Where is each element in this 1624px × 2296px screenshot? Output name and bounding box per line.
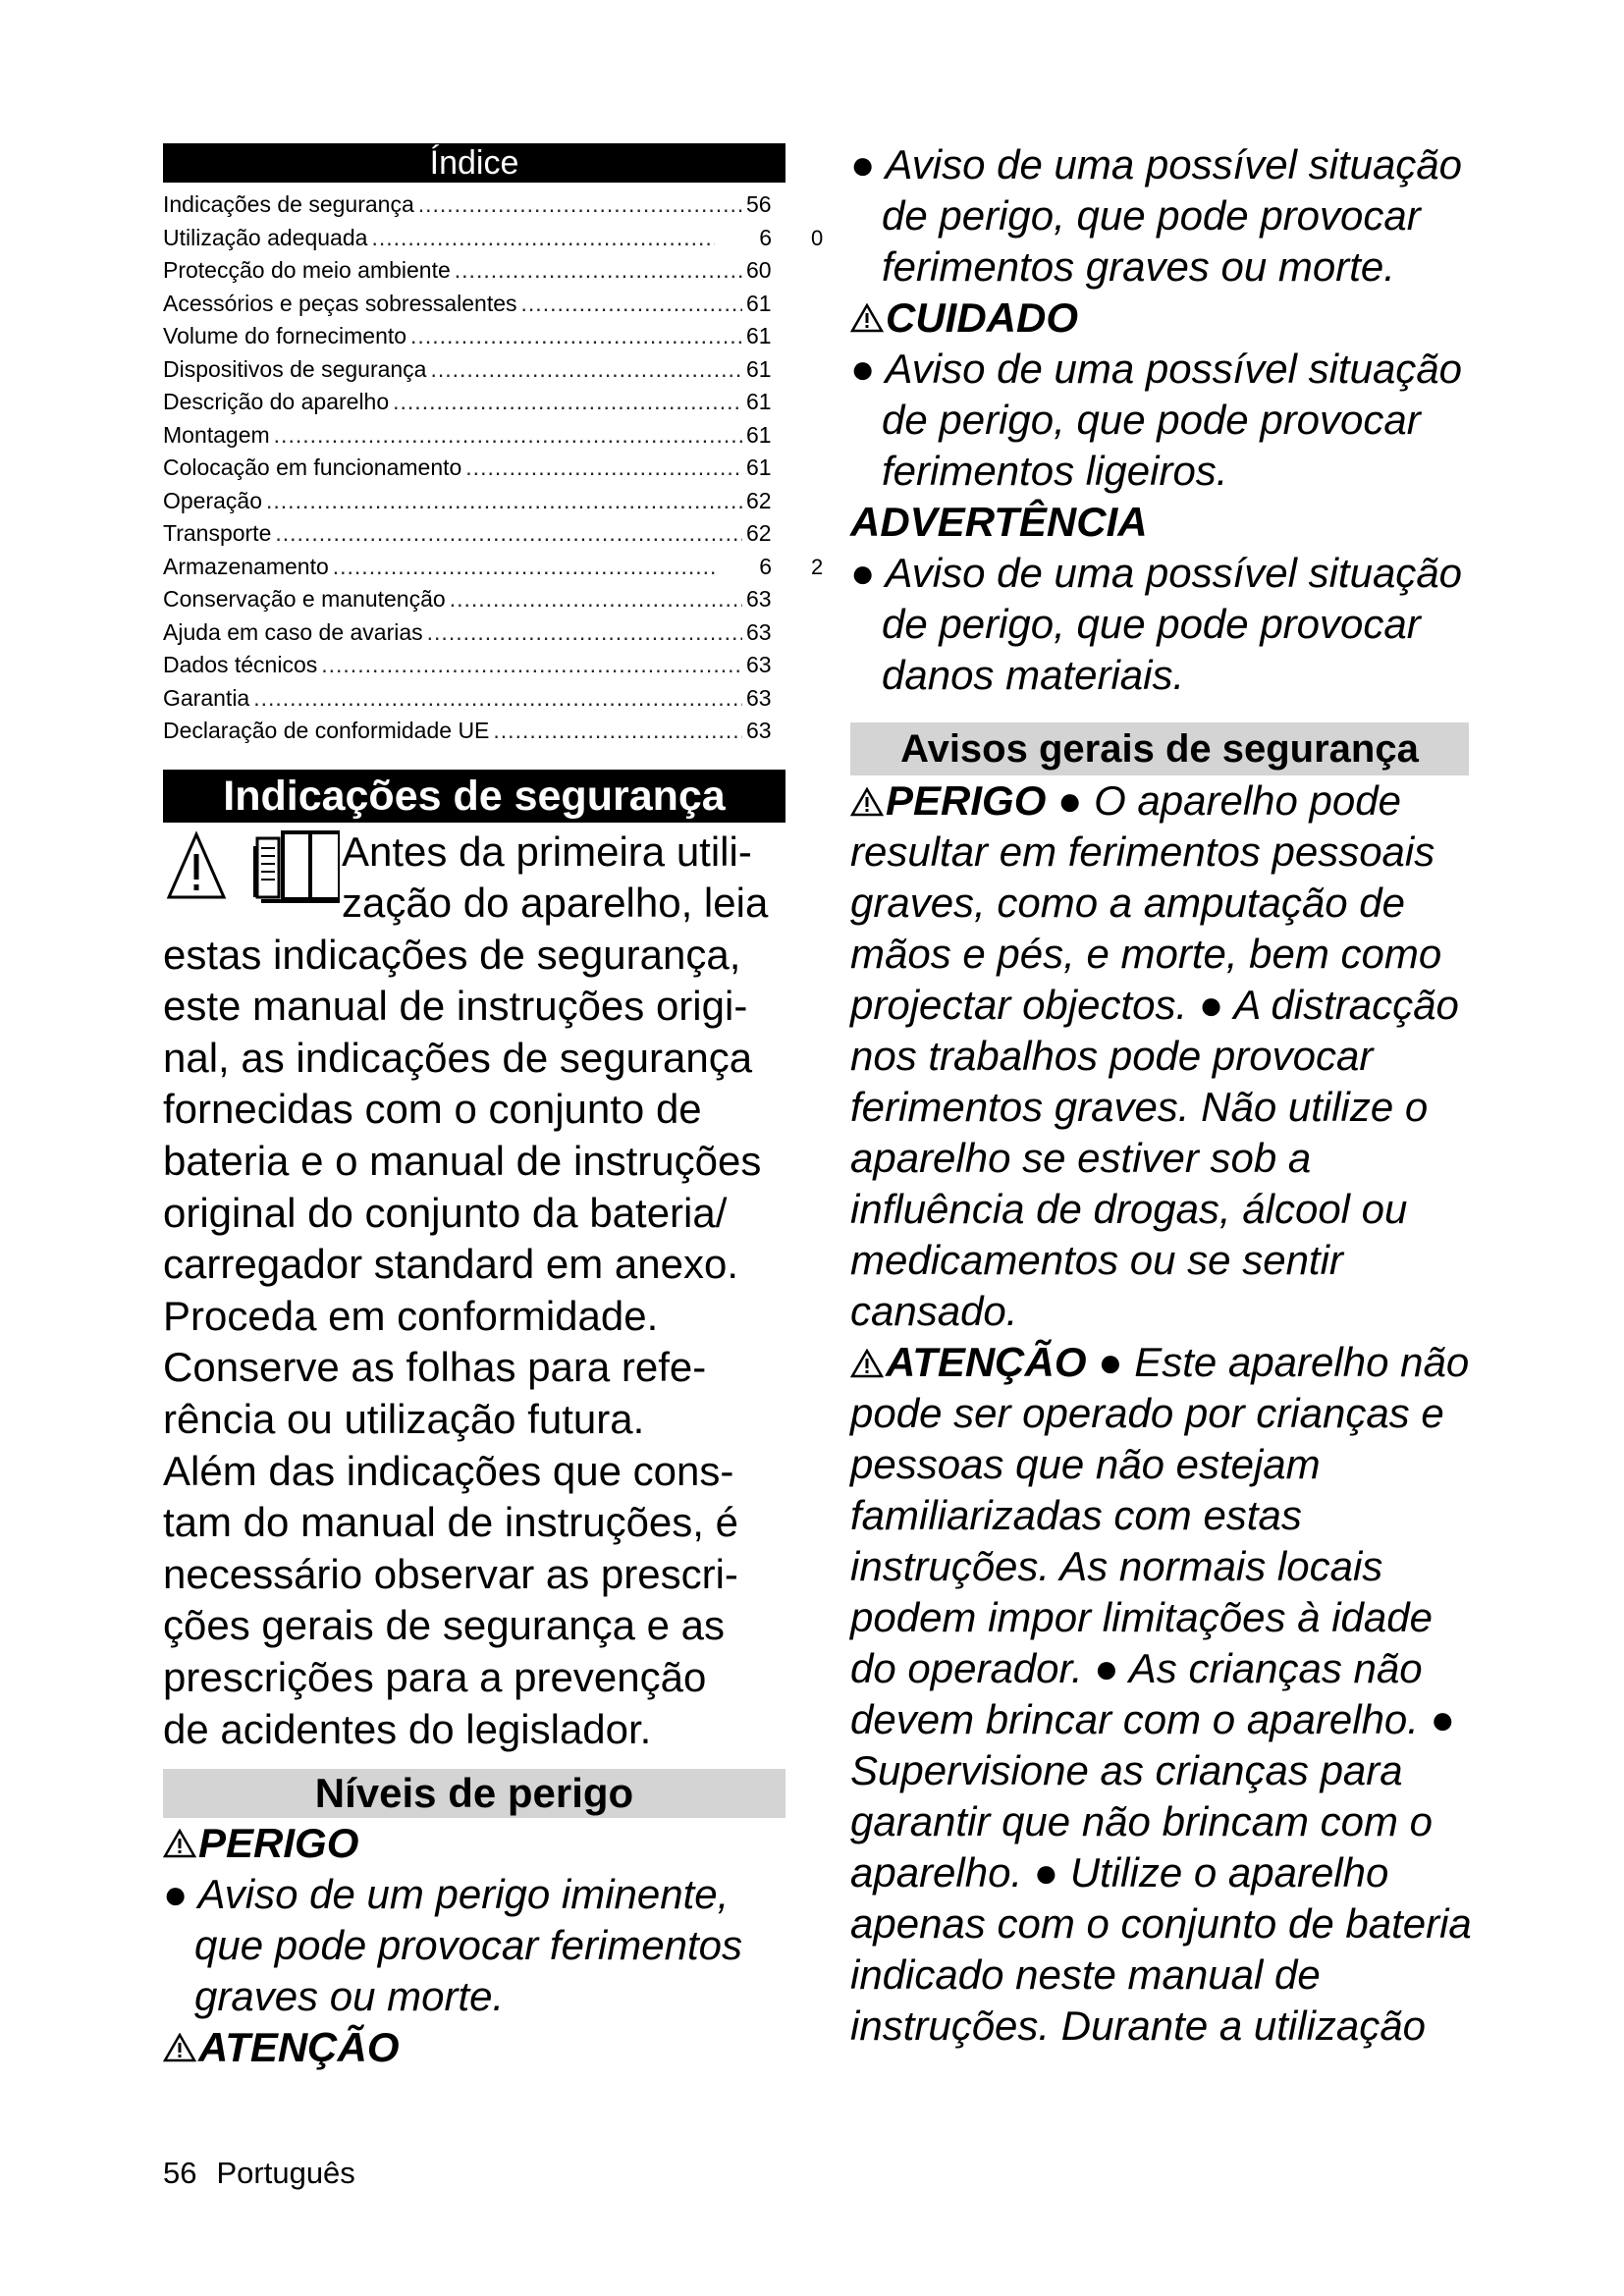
warning-and-manual-icon — [167, 827, 340, 923]
toc-entry — [163, 649, 785, 682]
perigo-label-text: PERIGO — [198, 1820, 359, 1867]
toc-entry-page: 62 — [746, 487, 772, 513]
warning-icon — [850, 787, 884, 817]
toc-stray-digit: 2 — [811, 554, 824, 579]
safety-intro-line: nal, as indicações de segurança — [163, 1034, 753, 1081]
atencao-label — [163, 2022, 785, 2073]
toc-entry-page: 61 — [746, 290, 772, 316]
safety-intro-line: ções gerais de segurança e as — [163, 1602, 726, 1649]
toc-leader-dots — [321, 649, 742, 682]
toc-entry-page: 60 — [746, 257, 772, 283]
safety-intro-text — [163, 827, 785, 1756]
perigo-label — [163, 1818, 785, 1869]
warning-icon — [163, 2033, 196, 2062]
toc-entry-page: 61 — [746, 454, 772, 480]
warning-icon — [163, 1829, 196, 1858]
toc-entry-page: 63 — [746, 618, 772, 645]
toc-entry-title: Montagem — [163, 421, 270, 448]
general-atencao-text: ● Este aparelho não pode ser operado por crianças e pessoas que não estejam familiarizadas com estas instruções. As normais locais podem impor limitações à idade do operador. ● As crianças não devem brincar com o aparelho. ● Supervisione as crianças para garantir que não brincam com o aparelho. ● Utilize o aparelho apenas com o conjunto de bateria indicado neste manual de instruções. Durante a utilização — [850, 1339, 1472, 2049]
toc-entry — [163, 682, 785, 716]
toc-leader-dots — [410, 320, 742, 353]
toc-entry-page: 61 — [746, 389, 772, 414]
toc-entry — [163, 551, 824, 584]
safety-intro — [163, 827, 785, 1756]
advertencia-label — [850, 497, 1479, 548]
toc-entry — [163, 452, 785, 485]
toc-entry-title: Dispositivos de segurança — [163, 355, 427, 382]
safety-section-header: Indicações de segurança — [163, 770, 785, 823]
toc-entry-title: Garantia — [163, 684, 250, 711]
toc-leader-dots — [333, 551, 715, 584]
toc-entry — [163, 715, 785, 748]
toc-entry — [163, 583, 785, 616]
cuidado-label-text: CUIDADO — [886, 294, 1078, 341]
toc-leader-dots — [427, 616, 742, 650]
safety-intro-line: fornecidas com o conjunto de — [163, 1086, 702, 1133]
toc-header: Índice — [163, 143, 785, 183]
toc-leader-dots — [253, 682, 742, 716]
toc-entry — [163, 419, 785, 453]
safety-intro-line: rência ou utilização futura. — [163, 1396, 645, 1443]
toc-entry-title: Conservação e manutenção — [163, 586, 446, 612]
toc-entry-page: 6 — [759, 553, 772, 579]
toc-entry-page: 61 — [746, 323, 772, 348]
toc-entry-page: 56 — [746, 191, 772, 217]
toc-entry-title: Transporte — [163, 520, 272, 546]
cuidado-label — [850, 293, 1479, 344]
toc-stray-digit: 0 — [811, 225, 824, 250]
toc-entry — [163, 320, 785, 353]
toc-entry-title: Volume do fornecimento — [163, 323, 407, 348]
toc-entry-title: Acessórios e peças sobressalentes — [163, 290, 517, 316]
safety-intro-line: Além das indicações que cons- — [163, 1447, 734, 1494]
toc-entry-title: Indicações de segurança — [163, 191, 414, 217]
toc-entry — [163, 517, 785, 551]
general-atencao-label: ATENÇÃO — [886, 1339, 1087, 1385]
warning-icon — [850, 1349, 884, 1378]
safety-intro-line: este manual de instruções origi- — [163, 983, 748, 1030]
safety-intro-line: Conserve as folhas para refe- — [163, 1344, 707, 1391]
toc-entry-title: Operação — [163, 487, 263, 513]
toc-entry-title: Protecção do meio ambiente — [163, 257, 451, 283]
safety-intro-line: prescrições para a prevenção — [163, 1654, 707, 1700]
toc-entry-title: Utilização adequada — [163, 224, 368, 250]
general-safety-header: Avisos gerais de segurança — [850, 722, 1469, 775]
page-footer — [163, 2156, 355, 2191]
toc-entry-page: 63 — [746, 586, 772, 612]
safety-intro-line: Antes da primeira utili- — [342, 828, 752, 875]
warning-icon — [850, 303, 884, 333]
right-column — [850, 139, 1479, 2052]
toc-list — [163, 188, 824, 748]
toc-leader-dots — [371, 222, 715, 255]
toc-leader-dots — [455, 254, 742, 288]
toc-entry — [163, 222, 824, 255]
safety-intro-line: necessário observar as prescri- — [163, 1550, 738, 1597]
perigo-description: ● Aviso de um perigo iminente, que pode provocar ferimentos graves ou morte. — [163, 1871, 742, 2020]
safety-intro-line: de acidentes do legislador. — [163, 1705, 652, 1752]
toc-entry-title: Descrição do aparelho — [163, 389, 390, 414]
toc-leader-dots — [418, 188, 742, 222]
atencao-label-text: ATENÇÃO — [198, 2024, 400, 2071]
toc-leader-dots — [266, 485, 742, 518]
toc-entry-page: 63 — [746, 718, 772, 743]
toc-entry — [163, 485, 785, 518]
toc-entry-page: 63 — [746, 652, 772, 677]
toc-entry-title: Dados técnicos — [163, 652, 318, 677]
toc-entry-page: 61 — [746, 355, 772, 382]
cuidado-description: ● Aviso de uma possível situação de perigo, que pode provocar ferimentos ligeiros. — [850, 346, 1463, 494]
toc-entry-title: Armazenamento — [163, 553, 329, 579]
safety-intro-line: estas indicações de segurança, — [163, 931, 741, 978]
advertencia-label-text: ADVERTÊNCIA — [850, 499, 1148, 545]
safety-intro-line: tam do manual de instruções, é — [163, 1499, 738, 1546]
toc-entry-title: Colocação em funcionamento — [163, 454, 462, 480]
toc-leader-dots — [275, 517, 742, 551]
toc-leader-dots — [521, 288, 742, 321]
general-atencao-paragraph — [850, 1337, 1479, 2052]
atencao-description: ● Aviso de uma possível situação de perigo, que pode provocar ferimentos graves ou morte. — [850, 141, 1463, 290]
toc-entry-title: Declaração de conformidade UE — [163, 718, 490, 743]
toc-entry-page: 6 — [759, 224, 772, 250]
advertencia-description: ● Aviso de uma possível situação de perigo, que pode provocar danos materiais. — [850, 550, 1463, 698]
toc-entry — [163, 386, 785, 419]
toc-leader-dots — [274, 419, 742, 453]
danger-levels-header: Níveis de perigo — [163, 1769, 785, 1818]
general-perigo-text: ● O aparelho pode resultar em ferimentos pessoais graves, como a amputação de mãos e pés, e morte, bem como projectar objectos. ● A distracção nos trabalhos pode provocar ferimentos graves. Não utilize o aparelho se estiver sob a influência de drogas, álcool ou medicamentos ou se sentir cansado. — [850, 777, 1459, 1334]
toc-entry-title: Ajuda em caso de avarias — [163, 618, 423, 645]
toc-leader-dots — [393, 386, 742, 419]
footer-language: Português — [216, 2156, 355, 2190]
left-column — [163, 143, 824, 2073]
toc-entry-page: 63 — [746, 684, 772, 711]
toc-leader-dots — [430, 353, 742, 387]
toc-entry — [163, 254, 785, 288]
safety-intro-line: original do conjunto da bateria/ — [163, 1189, 728, 1236]
safety-intro-line: carregador standard em anexo. — [163, 1241, 739, 1288]
toc-entry — [163, 188, 785, 222]
general-perigo-paragraph — [850, 775, 1479, 1337]
safety-intro-line: bateria e o manual de instruções — [163, 1138, 762, 1185]
toc-leader-dots — [465, 452, 742, 485]
toc-leader-dots — [450, 583, 742, 616]
toc-entry-page: 62 — [746, 520, 772, 546]
safety-intro-line: Proceda em conformidade. — [163, 1292, 659, 1339]
toc-entry — [163, 353, 785, 387]
toc-entry — [163, 616, 785, 650]
page-number: 56 — [163, 2156, 197, 2190]
safety-intro-line: zação do aparelho, leia — [342, 880, 769, 927]
toc-entry-page: 61 — [746, 421, 772, 448]
toc-leader-dots — [493, 715, 742, 748]
general-perigo-label: PERIGO — [886, 777, 1047, 824]
toc-entry — [163, 288, 785, 321]
